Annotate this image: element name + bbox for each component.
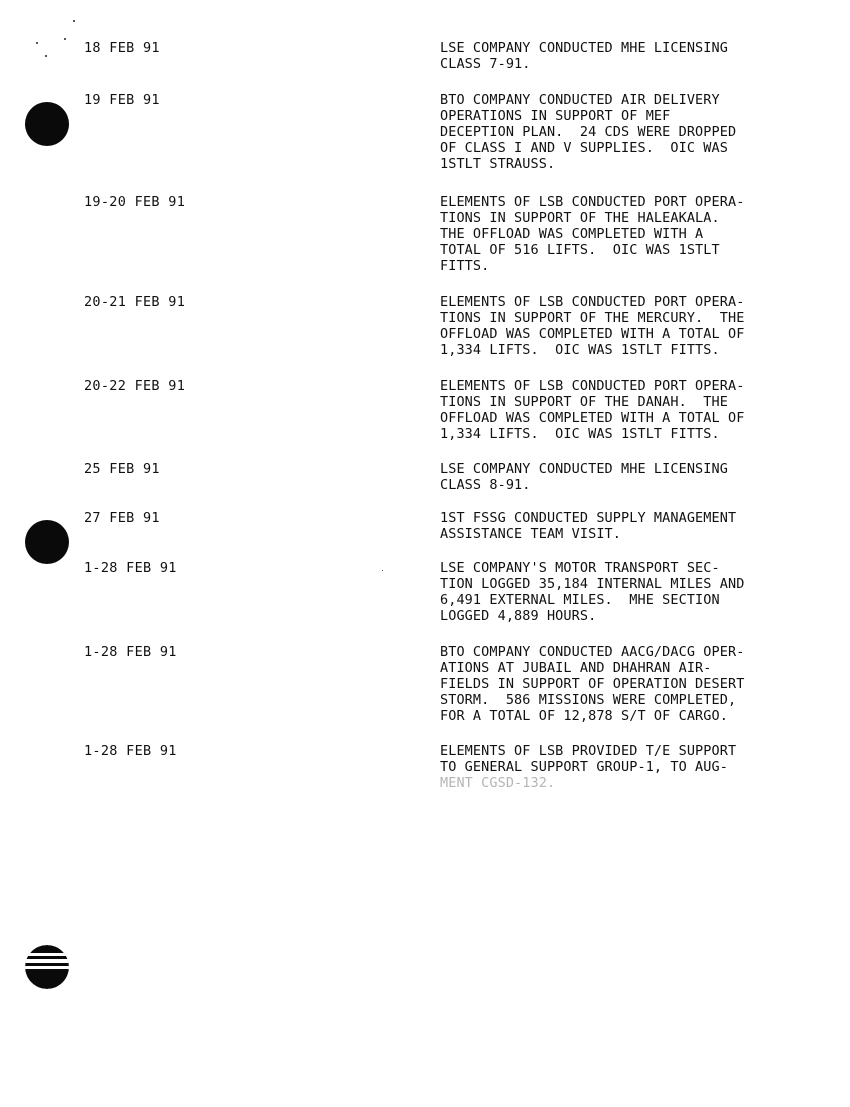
description-line: OPERATIONS IN SUPPORT OF MEF	[440, 108, 671, 124]
entry-description	[440, 194, 840, 274]
description-line: TO GENERAL SUPPORT GROUP-1, TO AUG-	[440, 759, 728, 775]
description-line: OF CLASS I AND V SUPPLIES. OIC WAS	[440, 140, 728, 156]
description-line: OFFLOAD WAS COMPLETED WITH A TOTAL OF	[440, 410, 745, 426]
description-line: LOGGED 4,889 HOURS.	[440, 608, 597, 624]
description-line: TION LOGGED 35,184 INTERNAL MILES AND	[440, 576, 745, 592]
description-line: TIONS IN SUPPORT OF THE HALEAKALA.	[440, 210, 720, 226]
entry-description	[440, 40, 840, 72]
description-line: TIONS IN SUPPORT OF THE DANAH. THE	[440, 394, 728, 410]
description-line: ELEMENTS OF LSB CONDUCTED PORT OPERA-	[440, 294, 745, 310]
entry-date: 18 FEB 91	[84, 40, 160, 56]
entry-date: 19-20 FEB 91	[84, 194, 186, 210]
entry-date: 19 FEB 91	[84, 92, 160, 108]
scan-speck	[36, 42, 38, 44]
description-line: FITTS.	[440, 258, 490, 274]
entry-date: 27 FEB 91	[84, 510, 160, 526]
description-line: 1ST FSSG CONDUCTED SUPPLY MANAGEMENT	[440, 510, 737, 526]
description-line: TIONS IN SUPPORT OF THE MERCURY. THE	[440, 310, 745, 326]
entry-description	[440, 510, 840, 542]
description-line: ATIONS AT JUBAIL AND DHAHRAN AIR-	[440, 660, 712, 676]
description-line: CLASS 8-91.	[440, 477, 531, 493]
entry-date: 1-28 FEB 91	[84, 743, 177, 759]
description-line: TOTAL OF 516 LIFTS. OIC WAS 1STLT	[440, 242, 720, 258]
description-line: FOR A TOTAL OF 12,878 S/T OF CARGO.	[440, 708, 728, 724]
punch-hole	[25, 102, 69, 146]
scan-speck	[45, 55, 47, 57]
scan-speck	[73, 20, 75, 22]
description-line: ELEMENTS OF LSB PROVIDED T/E SUPPORT	[440, 743, 737, 759]
entry-date: 20-22 FEB 91	[84, 378, 186, 394]
description-line: ELEMENTS OF LSB CONDUCTED PORT OPERA-	[440, 378, 745, 394]
scan-speck	[382, 570, 383, 571]
entry-date: 20-21 FEB 91	[84, 294, 186, 310]
entry-date: 1-28 FEB 91	[84, 560, 177, 576]
description-line: 1STLT STRAUSS.	[440, 156, 556, 172]
description-line: DECEPTION PLAN. 24 CDS WERE DROPPED	[440, 124, 737, 140]
description-line: LSE COMPANY'S MOTOR TRANSPORT SEC-	[440, 560, 720, 576]
entry-date: 25 FEB 91	[84, 461, 160, 477]
description-line: LSE COMPANY CONDUCTED MHE LICENSING	[440, 40, 728, 56]
description-line: ASSISTANCE TEAM VISIT.	[440, 526, 622, 542]
description-line: LSE COMPANY CONDUCTED MHE LICENSING	[440, 461, 728, 477]
entry-description	[440, 644, 840, 724]
description-line: FIELDS IN SUPPORT OF OPERATION DESERT	[440, 676, 745, 692]
description-line: STORM. 586 MISSIONS WERE COMPLETED,	[440, 692, 737, 708]
punch-hole-striped	[25, 945, 69, 989]
entry-description	[440, 461, 840, 493]
entry-description	[440, 560, 840, 624]
entry-description	[440, 378, 840, 442]
entry-description	[440, 743, 840, 791]
description-line: BTO COMPANY CONDUCTED AACG/DACG OPER-	[440, 644, 745, 660]
description-line: THE OFFLOAD WAS COMPLETED WITH A	[440, 226, 704, 242]
entry-date: 1-28 FEB 91	[84, 644, 177, 660]
scan-speck	[64, 38, 66, 40]
description-line: OFFLOAD WAS COMPLETED WITH A TOTAL OF	[440, 326, 745, 342]
description-line: ELEMENTS OF LSB CONDUCTED PORT OPERA-	[440, 194, 745, 210]
entry-description	[440, 294, 840, 358]
punch-hole	[25, 520, 69, 564]
description-line-faded: MENT CGSD-132.	[440, 775, 556, 791]
description-line: 1,334 LIFTS. OIC WAS 1STLT FITTS.	[440, 342, 720, 358]
description-line: BTO COMPANY CONDUCTED AIR DELIVERY	[440, 92, 720, 108]
description-line: 6,491 EXTERNAL MILES. MHE SECTION	[440, 592, 720, 608]
entry-description	[440, 92, 840, 172]
description-line: 1,334 LIFTS. OIC WAS 1STLT FITTS.	[440, 426, 720, 442]
description-line: CLASS 7-91.	[440, 56, 531, 72]
